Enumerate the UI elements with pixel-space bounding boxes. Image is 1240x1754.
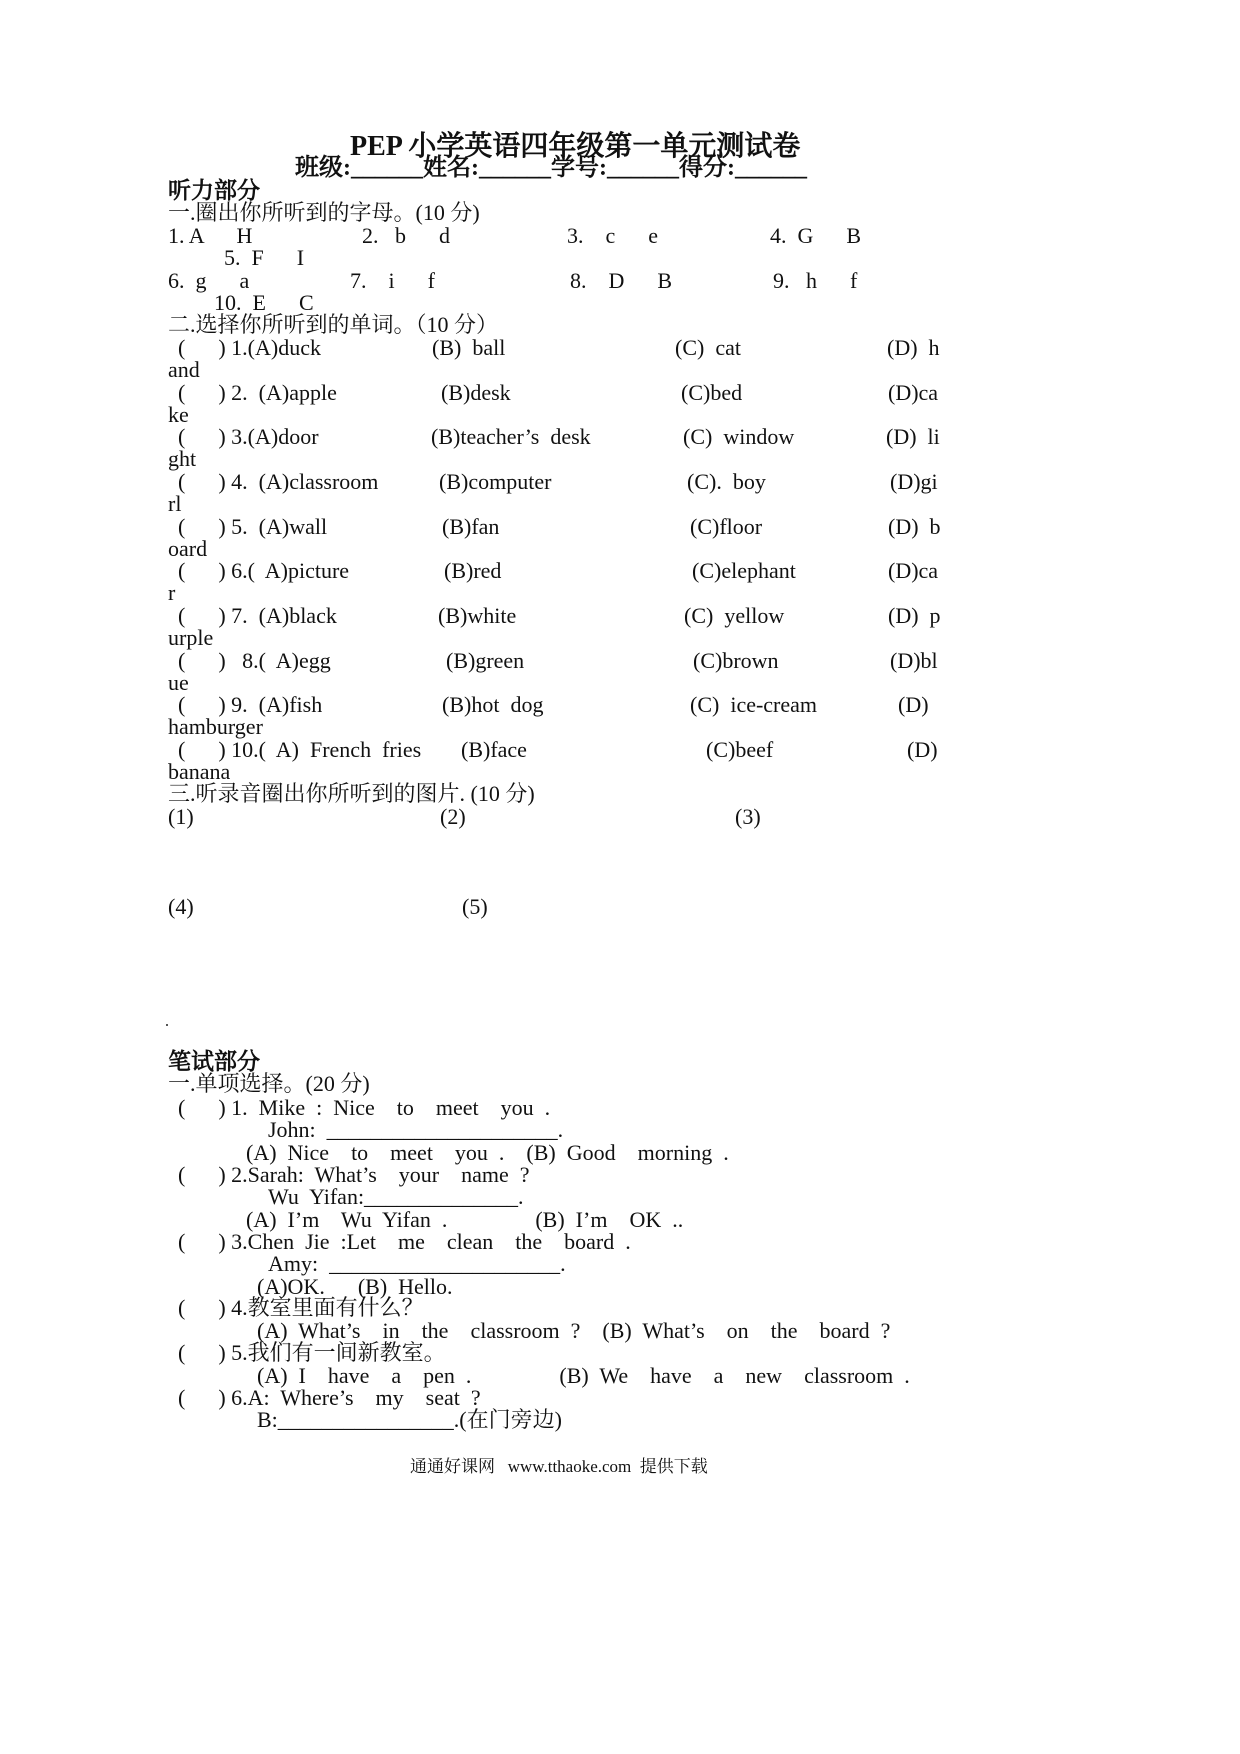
word-item-8-wrap: ue bbox=[168, 670, 189, 695]
part1-heading: 一.圈出你所听到的字母。(10 分) bbox=[168, 200, 480, 225]
word-item-1-b: (B) ball bbox=[432, 335, 506, 360]
word-item-6-wrap: r bbox=[168, 580, 176, 605]
word-item-10-d: (D) bbox=[907, 737, 938, 762]
letter-q5: 5. F I bbox=[224, 245, 305, 270]
mc-line-2: John: _____________________. bbox=[268, 1117, 564, 1142]
word-item-2-wrap: ke bbox=[168, 402, 189, 427]
word-item-5-c: (C)floor bbox=[690, 514, 763, 539]
page-title: PEP 小学英语四年级第一单元测试卷 bbox=[350, 131, 801, 162]
word-item-9-b: (B)hot dog bbox=[442, 692, 544, 717]
word-item-7-c: (C) yellow bbox=[684, 603, 785, 628]
word-item-7-a: ( ) 7. (A)black bbox=[178, 603, 337, 628]
mc-line-14: ( ) 6.A: Where’s my seat ? bbox=[178, 1385, 481, 1410]
mc-line-15: B:________________.(在门旁边) bbox=[257, 1407, 562, 1432]
word-item-6-c: (C)elephant bbox=[692, 558, 796, 583]
word-item-10-wrap: banana bbox=[168, 759, 231, 784]
mc-line-11: (A) What’s in the classroom ? (B) What’s on the board ? bbox=[257, 1318, 891, 1343]
letter-q6: 6. g a bbox=[168, 268, 250, 293]
word-item-3-c: (C) window bbox=[683, 424, 795, 449]
word-item-5-a: ( ) 5. (A)wall bbox=[178, 514, 328, 539]
word-item-8-a: ( ) 8.( A)egg bbox=[178, 648, 331, 673]
word-item-4-d: (D)gi bbox=[890, 469, 938, 494]
word-item-5-b: (B)fan bbox=[442, 514, 500, 539]
letter-q8: 8. D B bbox=[570, 268, 673, 293]
word-item-1-c: (C) cat bbox=[675, 335, 741, 360]
picture-label-2: (2) bbox=[440, 804, 466, 829]
letter-q1: 1. A H bbox=[168, 223, 253, 248]
mc-line-9: (A)OK. (B) Hello. bbox=[257, 1274, 453, 1299]
mc-line-8: Amy: _____________________. bbox=[268, 1251, 566, 1276]
word-item-7-b: (B)white bbox=[438, 603, 517, 628]
letter-q9: 9. h f bbox=[773, 268, 858, 293]
picture-label-1: (1) bbox=[168, 804, 194, 829]
writing-heading: 笔试部分 bbox=[168, 1049, 260, 1074]
letter-q4: 4. G B bbox=[770, 223, 862, 248]
listening-heading: 听力部分 bbox=[168, 178, 260, 203]
word-item-6-d: (D)ca bbox=[888, 558, 939, 583]
word-item-5-d: (D) b bbox=[888, 514, 941, 539]
word-item-8-b: (B)green bbox=[446, 648, 525, 673]
word-item-10-b: (B)face bbox=[461, 737, 527, 762]
word-item-3-a: ( ) 3.(A)door bbox=[178, 424, 319, 449]
part3-heading: 三.听录音圈出你所听到的图片. (10 分) bbox=[168, 781, 535, 806]
word-item-4-a: ( ) 4. (A)classroom bbox=[178, 469, 379, 494]
mc-line-4: ( ) 2.Sarah: What’s your name ? bbox=[178, 1162, 530, 1187]
mc-line-5: Wu Yifan:______________. bbox=[268, 1184, 524, 1209]
mc-line-1: ( ) 1. Mike : Nice to meet you . bbox=[178, 1095, 551, 1120]
header-fields: 班级:______姓名:______学号:______得分:______ bbox=[295, 155, 807, 181]
word-item-10-c: (C)beef bbox=[706, 737, 774, 762]
word-item-6-b: (B)red bbox=[444, 558, 502, 583]
word-item-9-d: (D) bbox=[898, 692, 929, 717]
word-item-4-c: (C). boy bbox=[687, 469, 766, 494]
footer: 通通好课网 www.tthaoke.com 提供下载 bbox=[410, 1457, 708, 1476]
mc-line-13: (A) I have a pen . (B) We have a new classroom . bbox=[257, 1363, 910, 1388]
part2-heading: 二.选择你所听到的单词。（10 分） bbox=[168, 312, 499, 337]
word-item-8-c: (C)brown bbox=[693, 648, 779, 673]
word-item-2-c: (C)bed bbox=[681, 380, 743, 405]
mc-line-6: (A) I’m Wu Yifan . (B) I’m OK .. bbox=[246, 1207, 684, 1232]
word-item-2-d: (D)ca bbox=[888, 380, 939, 405]
word-item-6-a: ( ) 6.( A)picture bbox=[178, 558, 350, 583]
word-item-1-wrap: and bbox=[168, 357, 200, 382]
word-item-9-wrap: hamburger bbox=[168, 714, 263, 739]
letter-q3: 3. c e bbox=[567, 223, 659, 248]
word-item-4-b: (B)computer bbox=[439, 469, 552, 494]
word-item-5-wrap: oard bbox=[168, 536, 208, 561]
word-item-7-wrap: urple bbox=[168, 625, 214, 650]
word-item-1-d: (D) h bbox=[887, 335, 940, 360]
letter-q10: 10. E C bbox=[214, 290, 314, 315]
word-item-3-d: (D) li bbox=[886, 424, 940, 449]
mc-line-12: ( ) 5.我们有一间新教室。 bbox=[178, 1340, 446, 1365]
word-item-2-a: ( ) 2. (A)apple bbox=[178, 380, 337, 405]
picture-label-4: (4) bbox=[168, 894, 194, 919]
word-item-9-c: (C) ice-cream bbox=[690, 692, 818, 717]
word-item-4-wrap: rl bbox=[168, 491, 182, 516]
word-item-1-a: ( ) 1.(A)duck bbox=[178, 335, 321, 360]
word-item-10-a: ( ) 10.( A) French fries bbox=[178, 737, 422, 762]
writing-part1-heading: 一.单项选择。(20 分) bbox=[168, 1071, 370, 1096]
word-item-7-d: (D) p bbox=[888, 603, 941, 628]
letter-q7: 7. i f bbox=[350, 268, 435, 293]
picture-label-5: (5) bbox=[462, 894, 488, 919]
mc-line-7: ( ) 3.Chen Jie :Let me clean the board . bbox=[178, 1229, 631, 1254]
word-item-8-d: (D)bl bbox=[890, 648, 938, 673]
stray-mark bbox=[166, 1024, 168, 1026]
picture-label-3: (3) bbox=[735, 804, 761, 829]
word-item-3-wrap: ght bbox=[168, 446, 197, 471]
word-item-2-b: (B)desk bbox=[441, 380, 511, 405]
mc-line-10: ( ) 4.教室里面有什么？ bbox=[178, 1295, 424, 1320]
word-item-3-b: (B)teacher’s desk bbox=[431, 424, 591, 449]
word-item-9-a: ( ) 9. (A)fish bbox=[178, 692, 323, 717]
mc-line-3: (A) Nice to meet you . (B) Good morning . bbox=[246, 1140, 729, 1165]
letter-q2: 2. b d bbox=[362, 223, 450, 248]
